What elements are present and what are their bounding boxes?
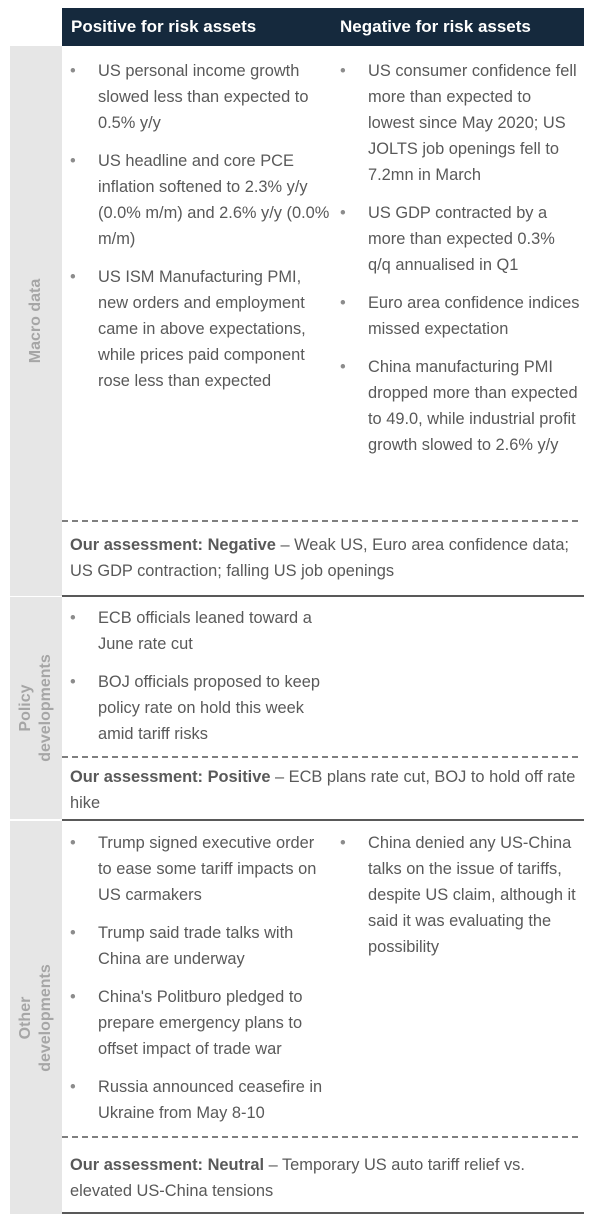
list-item: • US GDP contracted by a more than expected 0.3% q/q annualised in Q1 — [332, 200, 582, 278]
list-item: • US personal income growth slowed less than expected to 0.5% y/y — [62, 58, 332, 136]
list-item: • BOJ officials proposed to keep policy rate on hold this week amid tariff risks — [62, 669, 332, 747]
negative-list — [332, 58, 582, 458]
section-label: Other developments — [17, 963, 54, 1072]
assessment: Our assessment: Negative – Weak US, Euro area confidence data; US GDP contraction; falling US job openings — [70, 536, 569, 580]
section-label-bar — [10, 821, 62, 1214]
list-item: • US headline and core PCE inflation softened to 2.3% y/y (0.0% m/m) and 2.6% y/y (0.0% m/m) — [62, 148, 332, 252]
table-header — [62, 8, 584, 46]
list-item: • US ISM Manufacturing PMI, new orders and employment came in above expectations, while prices paid component rose less than expected — [62, 264, 332, 394]
header-positive: Positive for risk assets — [71, 17, 257, 36]
assessment: Our assessment: Positive – ECB plans rate cut, BOJ to hold off rate hike — [70, 768, 576, 812]
list-item: • Trump signed executive order to ease some tariff impacts on US carmakers — [62, 830, 332, 908]
list-item: • China's Politburo pledged to prepare emergency plans to offset impact of trade war — [62, 984, 332, 1062]
list-item: • China manufacturing PMI dropped more than expected to 49.0, while industrial profit growth slowed to 2.6% y/y — [332, 354, 582, 458]
positive-list — [62, 58, 332, 394]
section-label: Policy developments — [17, 654, 54, 762]
dashed-divider — [62, 520, 578, 522]
negative-list — [332, 830, 582, 960]
list-item: • Russia announced ceasefire in Ukraine from May 8-10 — [62, 1074, 332, 1126]
dashed-divider — [62, 1136, 578, 1138]
list-item: • US consumer confidence fell more than expected to lowest since May 2020; US JOLTS job openings fell to 7.2mn in March — [332, 58, 582, 188]
list-item: • Euro area confidence indices missed expectation — [332, 290, 582, 342]
section-label-bar — [10, 46, 62, 596]
assessment: Our assessment: Neutral – Temporary US auto tariff relief vs. elevated US-China tensions — [70, 1156, 525, 1200]
list-item: • China denied any US-China talks on the issue of tariffs, despite US claim, although it said it was evaluating the possibility — [332, 830, 582, 960]
dashed-divider — [62, 756, 578, 758]
section-divider — [62, 1212, 584, 1214]
list-item: • Trump said trade talks with China are underway — [62, 920, 332, 972]
section-label-bar — [10, 597, 62, 819]
list-item: • ECB officials leaned toward a June rate cut — [62, 605, 332, 657]
header-negative: Negative for risk assets — [340, 17, 531, 36]
section-label: Macro data — [27, 278, 44, 364]
positive-list — [62, 605, 332, 747]
section-policy-developments — [10, 597, 584, 819]
section-macro-data — [10, 46, 584, 596]
section-other-developments — [10, 821, 584, 1214]
positive-list — [62, 830, 332, 1126]
